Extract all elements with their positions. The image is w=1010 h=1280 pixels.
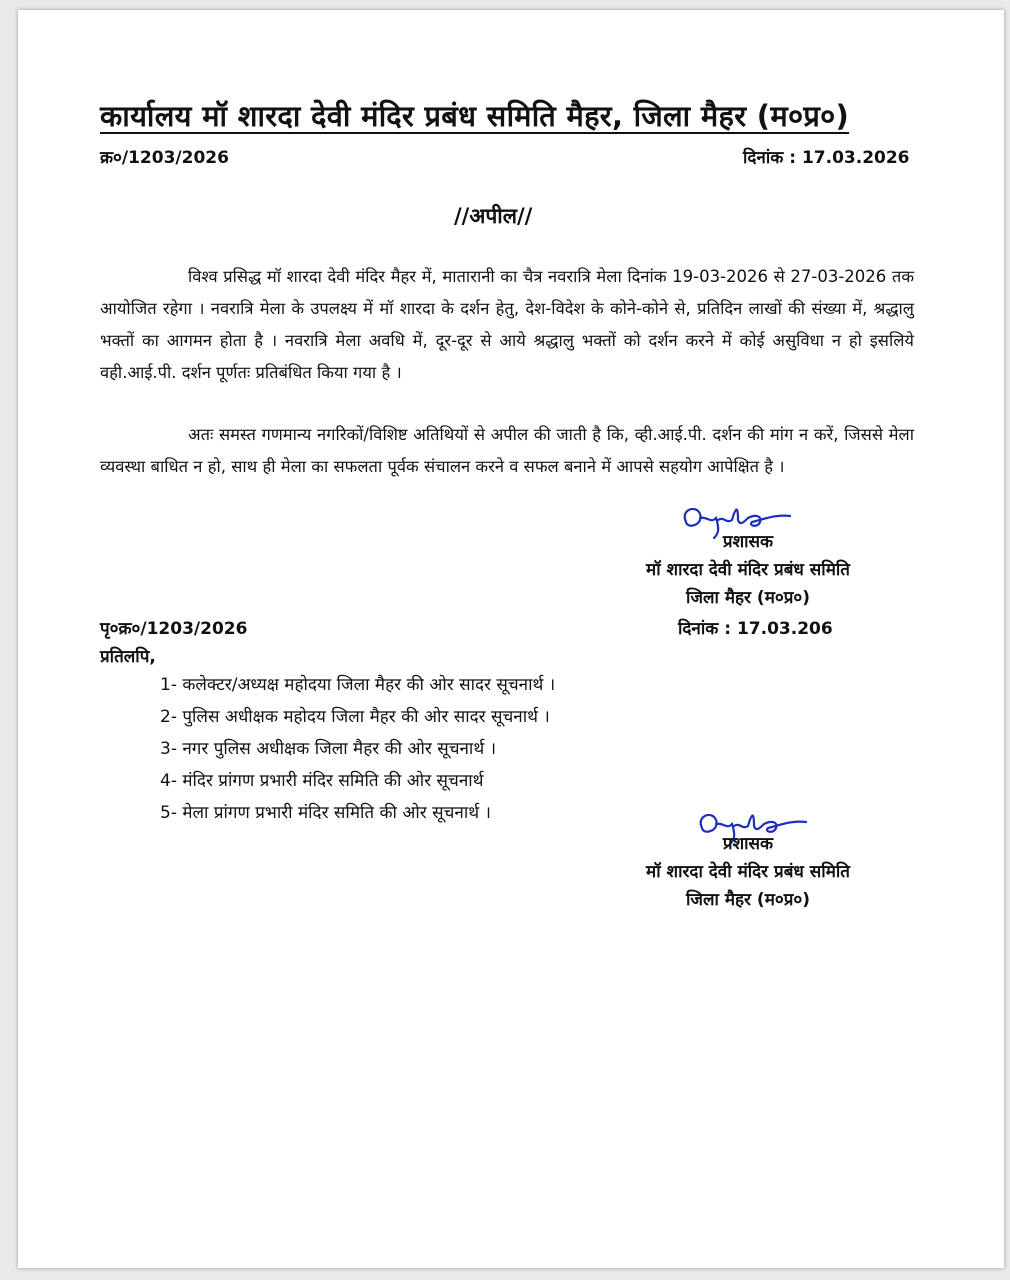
document-page: [18, 10, 1004, 1268]
signature-2-organization: मॉ शारदा देवी मंदिर प्रबंध समिति: [646, 862, 850, 882]
endorsement-date: दिनांक : 17.03.206: [678, 619, 833, 639]
signature-1-block: [608, 528, 888, 612]
signature-2-district: जिला मैहर (म०प्र०): [686, 890, 810, 910]
copy-to-label: प्रतिलपि,: [100, 647, 156, 667]
body-paragraph-2: अतः समस्त गणमान्य नगरिकों/विशिष्ट अतिथियों से अपील की जाती है कि, व्ही.आई.पी. दर्शन की मांग न करें, जिससे मेला व्यवस्था बाधित न हो, साथ ही मेला का सफलता पूर्वक संचालन करने व सफल बनाने में आपसे सहयोग आपेक्षित है ।: [100, 425, 914, 476]
signature-1-organization: मॉ शारदा देवी मंदिर प्रबंध समिति: [646, 560, 850, 580]
body-paragraph-1: विश्व प्रसिद्ध मॉ शारदा देवी मंदिर मैहर में, मातारानी का चैत्र नवरात्रि मेला दिनांक 19-03-2026 से 27-03-2026 तक आयोजित रहेगा । नवरात्रि मेला के उपलक्ष्य में मॉ शारदा के दर्शन हेतु, देश-विदेश के कोने-कोने से, प्रतिदिन लाखों की संख्या में, श्रद्धालु भक्तों का आगमन होता है । नवरात्रि मेला अवधि में, दूर-दूर से आये श्रद्धालु भक्तों को दर्शन करने में कोई असुविधा न हो इसलिये वही.आई.पी. दर्शन पूर्णतः प्रतिबंधित किया गया है ।: [100, 267, 914, 382]
letter-date: दिनांक : 17.03.2026: [743, 148, 910, 168]
copy-to-item: 5- मेला प्रांगण प्रभारी मंदिर समिति की ओर सूचनार्थ ।: [160, 803, 491, 823]
endorsement-reference-number: पृ०क्र०/1203/2026: [100, 619, 248, 639]
signature-1-designation: प्रशासक: [722, 532, 774, 552]
appeal-heading: //अपील//: [454, 204, 533, 228]
signature-2-designation: प्रशासक: [722, 834, 774, 854]
signature-1-district: जिला मैहर (म०प्र०): [686, 588, 810, 608]
signature-2-block: [608, 830, 888, 914]
reference-number: क्र०/1203/2026: [100, 148, 229, 168]
copy-to-item: 1- कलेक्टर/अध्यक्ष महोदया जिला मैहर की ओर सादर सूचनार्थ ।: [160, 675, 556, 695]
office-title: कार्यालय मॉ शारदा देवी मंदिर प्रबंध समिति मैहर, जिला मैहर (म०प्र०): [100, 99, 850, 133]
copy-to-item: 2- पुलिस अधीक्षक महोदय जिला मैहर की ओर सादर सूचनार्थ ।: [160, 707, 550, 727]
copy-to-item: 3- नगर पुलिस अधीक्षक जिला मैहर की ओर सूचनार्थ ।: [160, 739, 497, 759]
copy-to-item: 4- मंदिर प्रांगण प्रभारी मंदिर समिति की ओर सूचनार्थ: [160, 771, 484, 791]
